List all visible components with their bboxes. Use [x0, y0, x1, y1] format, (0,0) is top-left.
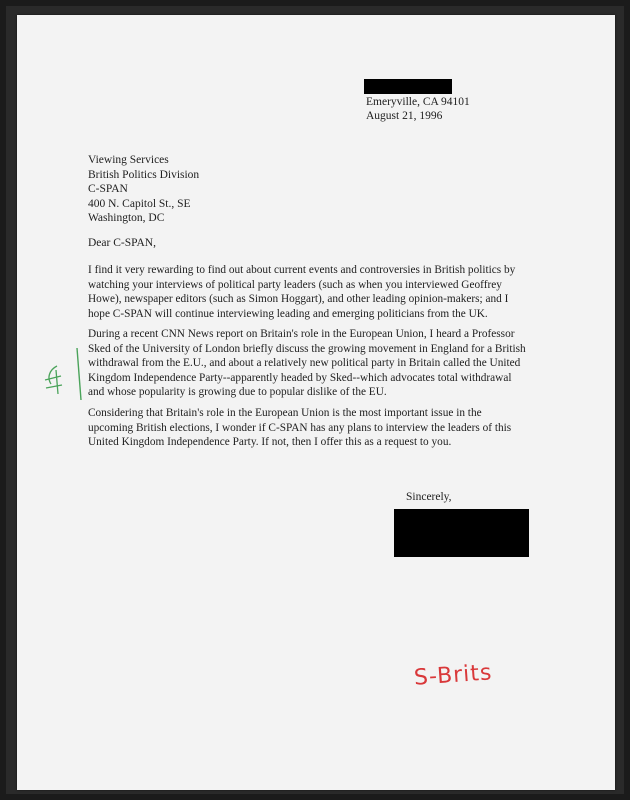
- paragraph-3: [88, 406, 511, 450]
- letter-page: [17, 15, 615, 790]
- recipient-line: Washington, DC: [88, 212, 165, 224]
- recipient-line: 400 N. Capitol St., SE: [88, 197, 191, 210]
- letter-date: August 21, 1996: [366, 110, 443, 122]
- paragraph-line: I find it very rewarding to find out about current events and controversies in British politics by: [88, 264, 516, 276]
- red-handwritten-note: S-Brits: [413, 660, 494, 691]
- paragraph-line: hope C-SPAN will continue interviewing leading and emerging politicians from the UK.: [88, 307, 488, 320]
- salutation: Dear C-SPAN,: [88, 237, 156, 249]
- paragraph-line: During a recent CNN News report on Britain's role in the European Union, I heard a Professor: [88, 328, 515, 340]
- paragraph-line: Kingdom Independence Party--apparently headed by Sked--which advocates total withdrawal: [88, 371, 512, 384]
- paragraph-line: Howe), newspaper editors (such as Simon Hoggart), and other leading opinion-makers; and I: [88, 293, 509, 305]
- closing: Sincerely,: [406, 491, 452, 503]
- paragraph-line: Sked of the University of London briefly discuss the growing movement in England for a British: [88, 342, 526, 355]
- paragraph-line: Considering that Britain's role in the European Union is the most important issue in the: [88, 407, 482, 419]
- paragraph-1: [88, 263, 515, 321]
- redacted-sender-name: [364, 79, 452, 94]
- redacted-signature: [394, 509, 529, 557]
- paragraph-2: [88, 327, 526, 400]
- paragraph-line: United Kingdom Independence Party. If not, then I offer this as a request to you.: [88, 436, 452, 448]
- recipient-address: [88, 153, 199, 226]
- sender-city: Emeryville, CA 94101: [366, 96, 470, 108]
- paragraph-line: withdrawal from the E.U., and about a relatively new political party in Britain called the United: [88, 357, 521, 369]
- recipient-line: C-SPAN: [88, 183, 128, 195]
- recipient-line: British Politics Division: [88, 168, 200, 181]
- paragraph-line: watching your interviews of political party leaders (such as when you interviewed Geoffrey: [88, 278, 502, 291]
- recipient-line: Viewing Services: [88, 154, 169, 166]
- paragraph-line: and whose popularity is growing due to popular dislike of the EU.: [88, 386, 387, 398]
- green-margin-mark-icon: [37, 340, 87, 402]
- paragraph-line: upcoming British elections, I wonder if C-SPAN has any plans to interview the leaders of this: [88, 421, 512, 434]
